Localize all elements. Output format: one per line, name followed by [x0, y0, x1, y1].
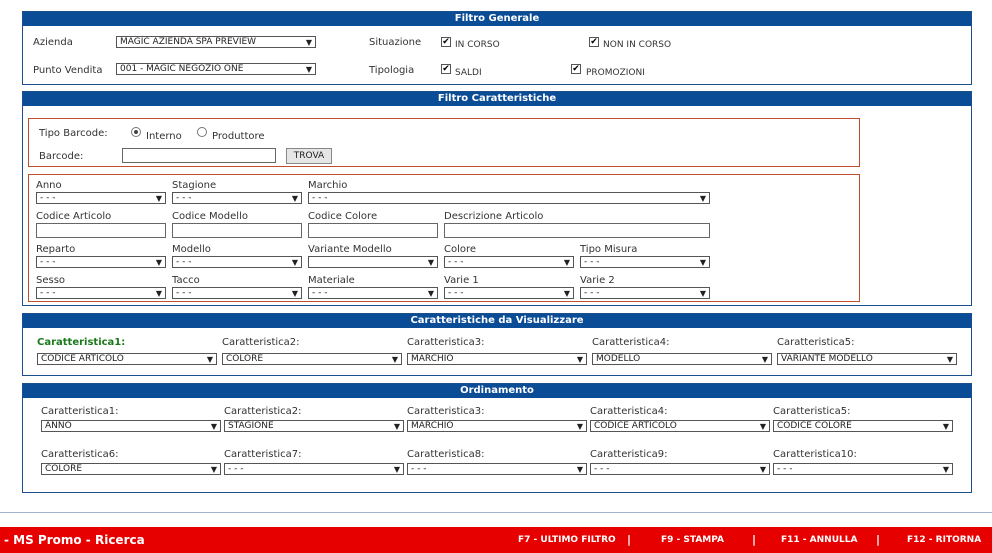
- produttore-label: Produttore: [212, 131, 265, 142]
- ord-caratteristica2-select[interactable]: STAGIONE ▼: [224, 420, 404, 432]
- chevron-down-icon: ▼: [942, 422, 949, 431]
- chevron-down-icon: ▼: [393, 422, 400, 431]
- azienda-label: Azienda: [33, 37, 73, 48]
- chevron-down-icon: ▼: [942, 465, 949, 474]
- tipo-misura-select[interactable]: - - - ▼: [580, 256, 710, 268]
- trova-button[interactable]: TROVA: [286, 148, 332, 164]
- stagione-select[interactable]: - - - ▼: [172, 192, 302, 204]
- chevron-down-icon: ▼: [291, 194, 298, 203]
- varie1-label: Varie 1: [444, 275, 479, 286]
- ord-caratteristica8-label: Caratteristica8:: [407, 449, 485, 460]
- filtro-generale-title: Filtro Generale: [23, 12, 971, 26]
- tipo-misura-label: Tipo Misura: [580, 244, 638, 255]
- codice-colore-input[interactable]: [308, 223, 438, 238]
- codice-colore-label: Codice Colore: [308, 211, 378, 222]
- vis-caratteristica5-select[interactable]: VARIANTE MODELLO ▼: [777, 353, 957, 365]
- vis-caratteristica4-select[interactable]: MODELLO ▼: [592, 353, 772, 365]
- ord-caratteristica9-label: Caratteristica9:: [590, 449, 668, 460]
- variante-modello-select[interactable]: [308, 256, 438, 268]
- ord-caratteristica3-select[interactable]: MARCHIO ▼: [407, 420, 587, 432]
- chevron-down-icon: ▼: [305, 38, 312, 47]
- reparto-label: Reparto: [36, 244, 76, 255]
- punto-vendita-select[interactable]: 001 - MAGIC NEGOZIO ONE ▼: [116, 63, 316, 75]
- ord-caratteristica4-select[interactable]: CODICE ARTICOLO ▼: [590, 420, 770, 432]
- ord-caratteristica7-label: Caratteristica7:: [224, 449, 302, 460]
- vis-caratteristica3-label: Caratteristica3:: [407, 337, 485, 348]
- filtro-caratteristiche-panel: [22, 91, 972, 306]
- f11-annulla-button[interactable]: F11 - ANNULLA: [781, 535, 858, 545]
- chevron-down-icon: ▼: [391, 355, 398, 364]
- codice-articolo-label: Codice Articolo: [36, 211, 112, 222]
- tacco-select[interactable]: - - - ▼: [172, 287, 302, 299]
- divider: [0, 512, 992, 513]
- punto-vendita-label: Punto Vendita: [33, 65, 103, 76]
- sesso-label: Sesso: [36, 275, 66, 286]
- chevron-down-icon: ▼: [576, 355, 583, 364]
- barcode-input[interactable]: [122, 148, 276, 163]
- vis-caratteristica5-label: Caratteristica5:: [777, 337, 855, 348]
- chevron-down-icon: ▼: [576, 422, 583, 431]
- filtro-generale-panel: [22, 11, 972, 85]
- saldi-checkbox[interactable]: [441, 64, 451, 74]
- chevron-down-icon: ▼: [155, 289, 162, 298]
- chevron-down-icon: ▼: [206, 355, 213, 364]
- sesso-select[interactable]: - - - ▼: [36, 287, 166, 299]
- chevron-down-icon: ▼: [563, 289, 570, 298]
- visualizzare-panel: [22, 313, 972, 376]
- chevron-down-icon: ▼: [576, 465, 583, 474]
- colore-select[interactable]: - - - ▼: [444, 256, 574, 268]
- chevron-down-icon: ▼: [393, 465, 400, 474]
- anno-label: Anno: [36, 180, 62, 191]
- vis-caratteristica2-select[interactable]: COLORE ▼: [222, 353, 402, 365]
- descrizione-articolo-label: Descrizione Articolo: [444, 211, 544, 222]
- vis-caratteristica1-select[interactable]: CODICE ARTICOLO ▼: [37, 353, 217, 365]
- filtro-caratteristiche-title: Filtro Caratteristiche: [23, 92, 971, 106]
- chevron-down-icon: ▼: [759, 465, 766, 474]
- varie2-label: Varie 2: [580, 275, 615, 286]
- colore-label: Colore: [444, 244, 477, 255]
- check-icon: ✔: [442, 64, 450, 74]
- reparto-select[interactable]: - - - ▼: [36, 256, 166, 268]
- in-corso-label: IN CORSO: [455, 40, 500, 50]
- materiale-label: Materiale: [308, 275, 355, 286]
- ord-caratteristica9-select[interactable]: - - - ▼: [590, 463, 770, 475]
- ord-caratteristica3-label: Caratteristica3:: [407, 406, 485, 417]
- promozioni-checkbox[interactable]: [571, 64, 581, 74]
- ord-caratteristica6-label: Caratteristica6:: [41, 449, 119, 460]
- varie2-select[interactable]: - - - ▼: [580, 287, 710, 299]
- ord-caratteristica4-label: Caratteristica4:: [590, 406, 668, 417]
- barcode-label: Barcode:: [39, 151, 84, 162]
- modello-select[interactable]: - - - ▼: [172, 256, 302, 268]
- tipologia-label: Tipologia: [369, 65, 415, 76]
- chevron-down-icon: ▼: [699, 289, 706, 298]
- codice-modello-label: Codice Modello: [172, 211, 248, 222]
- footer-title: - MS Promo - Ricerca: [4, 533, 145, 547]
- chevron-down-icon: ▼: [699, 258, 706, 267]
- materiale-select[interactable]: - - - ▼: [308, 287, 438, 299]
- chevron-down-icon: ▼: [759, 422, 766, 431]
- ord-caratteristica1-label: Caratteristica1:: [41, 406, 119, 417]
- chevron-down-icon: ▼: [291, 258, 298, 267]
- ord-caratteristica10-select[interactable]: - - - ▼: [773, 463, 953, 475]
- non-in-corso-label: NON IN CORSO: [603, 40, 672, 50]
- ord-caratteristica8-select[interactable]: - - - ▼: [407, 463, 587, 475]
- chevron-down-icon: ▼: [761, 355, 768, 364]
- visualizzare-title: Caratteristiche da Visualizzare: [23, 314, 971, 328]
- ordinamento-panel: [22, 383, 972, 493]
- footer-separator: |: [876, 533, 881, 546]
- check-icon: ✔: [442, 37, 450, 47]
- in-corso-checkbox[interactable]: [441, 37, 451, 47]
- vis-caratteristica2-label: Caratteristica2:: [222, 337, 300, 348]
- chevron-down-icon: ▼: [699, 194, 706, 203]
- chevron-down-icon: ▼: [291, 289, 298, 298]
- descrizione-articolo-input[interactable]: [444, 223, 710, 238]
- chevron-down-icon: ▼: [563, 258, 570, 267]
- situazione-label: Situazione: [369, 37, 422, 48]
- filters-box: [28, 174, 860, 302]
- vis-caratteristica1-label: Caratteristica1:: [37, 337, 126, 348]
- check-icon: ✔: [572, 64, 580, 74]
- saldi-label: SALDI: [455, 68, 482, 78]
- f7-ultimo-filtro-button[interactable]: F7 - ULTIMO FILTRO: [518, 535, 616, 545]
- chevron-down-icon: ▼: [210, 422, 217, 431]
- f9-stampa-button[interactable]: F9 - STAMPA: [661, 535, 724, 545]
- f12-ritorna-button[interactable]: F12 - RITORNA: [907, 535, 982, 545]
- chevron-down-icon: ▼: [946, 355, 953, 364]
- marchio-label: Marchio: [308, 180, 348, 191]
- non-in-corso-checkbox[interactable]: [589, 37, 599, 47]
- footer-separator: |: [627, 533, 632, 546]
- vis-caratteristica4-label: Caratteristica4:: [592, 337, 670, 348]
- ord-caratteristica7-select[interactable]: - - - ▼: [224, 463, 404, 475]
- barcode-box: [28, 118, 860, 167]
- ord-caratteristica5-select[interactable]: CODICE COLORE ▼: [773, 420, 953, 432]
- interno-label: Interno: [146, 131, 182, 142]
- produttore-radio[interactable]: [197, 127, 207, 137]
- anno-select[interactable]: - - - ▼: [36, 192, 166, 204]
- ord-caratteristica6-select[interactable]: COLORE ▼: [41, 463, 221, 475]
- variante-modello-label: Variante Modello: [308, 244, 392, 255]
- varie1-select[interactable]: - - - ▼: [444, 287, 574, 299]
- ord-caratteristica1-select[interactable]: ANNO ▼: [41, 420, 221, 432]
- chevron-down-icon: ▼: [155, 258, 162, 267]
- check-icon: ✔: [590, 37, 598, 47]
- chevron-down-icon: ▼: [210, 465, 217, 474]
- ord-caratteristica10-label: Caratteristica10:: [773, 449, 857, 460]
- azienda-select[interactable]: MAGIC AZIENDA SPA PREVIEW ▼: [116, 36, 316, 48]
- ord-caratteristica5-label: Caratteristica5:: [773, 406, 851, 417]
- codice-articolo-input[interactable]: [36, 223, 166, 238]
- chevron-down-icon: ▼: [427, 258, 434, 267]
- stagione-label: Stagione: [172, 180, 217, 191]
- promozioni-label: PROMOZIONI: [586, 68, 645, 78]
- ord-caratteristica2-label: Caratteristica2:: [224, 406, 302, 417]
- vis-caratteristica3-select[interactable]: MARCHIO ▼: [407, 353, 587, 365]
- ordinamento-title: Ordinamento: [23, 384, 971, 398]
- marchio-select[interactable]: - - - ▼: [308, 192, 710, 204]
- chevron-down-icon: ▼: [155, 194, 162, 203]
- modello-label: Modello: [172, 244, 211, 255]
- tipo-barcode-label: Tipo Barcode:: [39, 128, 108, 139]
- footer-bar: [0, 527, 992, 553]
- chevron-down-icon: ▼: [427, 289, 434, 298]
- tacco-label: Tacco: [172, 275, 200, 286]
- codice-modello-input[interactable]: [172, 223, 302, 238]
- interno-radio[interactable]: [131, 127, 141, 137]
- footer-separator: |: [752, 533, 757, 546]
- chevron-down-icon: ▼: [305, 65, 312, 74]
